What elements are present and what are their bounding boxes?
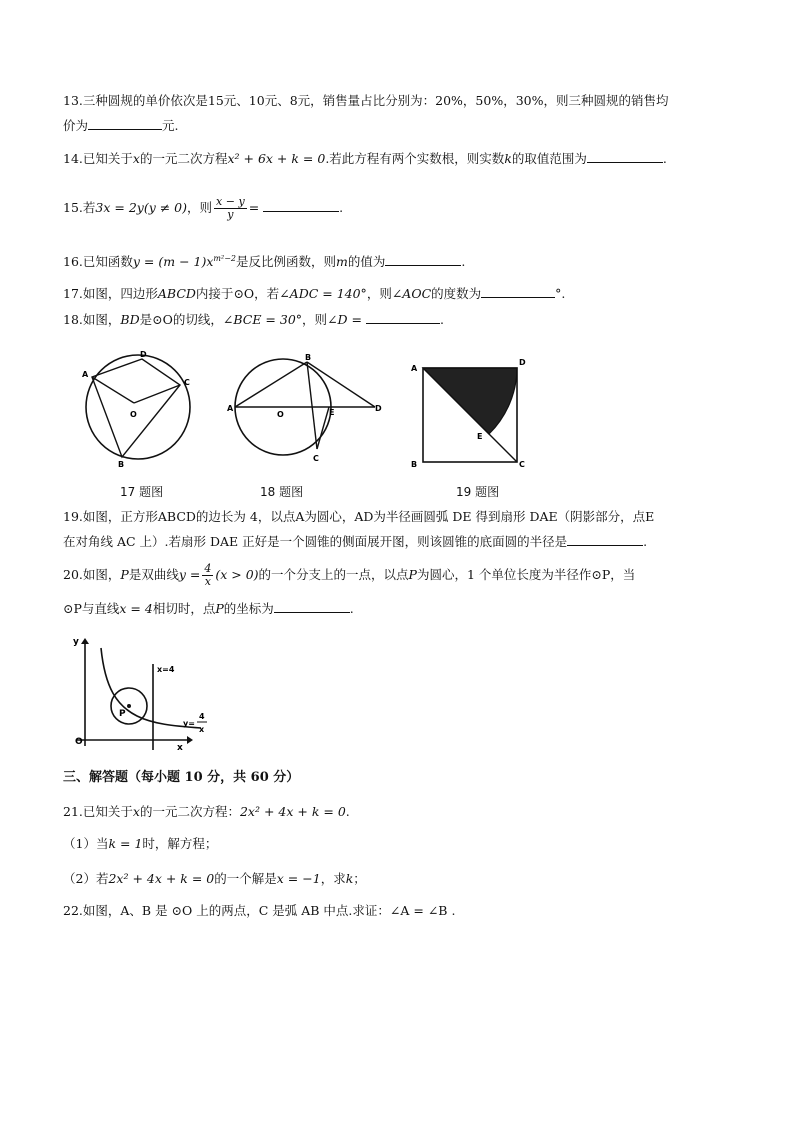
q14 (63, 150, 667, 168)
angle: ∠BCE = 30° (222, 312, 303, 327)
var-k: k (345, 871, 354, 886)
var-m: m (336, 254, 348, 269)
figure-20 (65, 628, 225, 753)
answer-blank[interactable] (263, 199, 339, 212)
label-d: D (140, 350, 147, 359)
y-axis-arrow (81, 638, 89, 644)
function: y = (m − 1)x (132, 254, 214, 269)
q18-text: 18.如图， (63, 312, 121, 327)
label-c: C (184, 378, 190, 387)
fraction (214, 196, 247, 221)
label-c: C (313, 454, 319, 463)
q14-text: 的一元二次方程 (139, 151, 228, 166)
q13-unit: 元. (162, 118, 179, 133)
q19-line2 (63, 533, 647, 551)
label-a: A (411, 364, 418, 373)
exponent: m²−2 (213, 253, 236, 263)
var-p: P (120, 567, 129, 582)
denominator: x (204, 575, 211, 588)
q18-text: 是 (139, 312, 153, 327)
label-y-eq: y= (183, 719, 195, 728)
q19-line1: 19.如图，正方形ABCD的边长为 4，以点A为圆心，AD为半径画圆弧 DE 得到扇形 DAE（阴影部分，点E (63, 509, 655, 524)
label-frac-num: 4 (199, 712, 205, 721)
var-x: x (132, 151, 140, 166)
answer-blank[interactable] (274, 600, 350, 613)
circle-symbol: ⊙P (591, 567, 611, 582)
caption-19: 19 题图 (456, 485, 500, 499)
section-3-heading: 三、解答题（每小题 10 分，共 60 分） (63, 770, 300, 785)
equation: 2x² + 4x + k = 0 (239, 804, 346, 819)
fraction (202, 563, 213, 588)
q21-text: ； (353, 871, 366, 886)
q21-part1 (63, 835, 217, 853)
q21-text: 的一元二次方程： (139, 804, 240, 819)
caption-18: 18 题图 (260, 485, 304, 499)
angle: ∠AOC (391, 286, 432, 301)
q18 (63, 311, 444, 329)
part-label: （1）当 (63, 836, 109, 851)
label-p: P (119, 709, 126, 719)
period: . (662, 151, 667, 166)
period: . (345, 804, 350, 819)
q20-text: 的坐标为 (223, 601, 274, 616)
answer-blank[interactable] (366, 311, 440, 324)
segment-ce (317, 407, 329, 449)
x-axis-arrow (187, 736, 193, 744)
q21-part2 (63, 870, 366, 888)
segment-bc (307, 362, 317, 449)
q16-text: 的值为 (347, 254, 386, 269)
label-x: x (177, 743, 183, 753)
answer-blank[interactable] (481, 285, 555, 298)
q18-text: 的切线， (172, 312, 223, 327)
answer-blank[interactable] (385, 253, 461, 266)
q17 (63, 285, 565, 303)
q15-text: 15.若 (63, 200, 96, 215)
label-y: y (73, 637, 79, 647)
equals-sign: = (248, 200, 260, 215)
label-o: O (75, 737, 83, 747)
numerator: x − y (216, 195, 245, 208)
label-o: O (130, 410, 137, 419)
hyperbola (101, 648, 201, 728)
q20-text: 相切时，点 (152, 601, 216, 616)
q22: 22.如图，A、B 是 ⊙O 上的两点，C 是弧 AB 中点.求证：∠A = ∠B . (63, 903, 456, 918)
circle-symbol: ⊙O (233, 286, 255, 301)
figure-19 (405, 355, 535, 475)
q21 (63, 803, 350, 821)
condition: 3x = 2y(y ≠ 0) (95, 200, 188, 215)
var-x: x (132, 804, 140, 819)
var-p: P (408, 567, 417, 582)
angle: ∠ADC = 140° (279, 286, 367, 301)
answer-blank[interactable] (567, 533, 643, 546)
q19-text: 在对角线 AC 上）.若扇形 DAE 正好是一个圆锥的侧面展开图，则该圆锥的底面圆的半径是 (63, 534, 568, 549)
var-k: k (504, 151, 512, 166)
condition: (x > 0) (215, 567, 259, 582)
period: . (349, 601, 354, 616)
quadrilateral-abcd (92, 359, 180, 457)
period: . (461, 254, 466, 269)
numerator: 4 (204, 562, 212, 575)
answer-blank[interactable] (88, 117, 162, 130)
denominator: y (227, 208, 234, 221)
label-b: B (411, 460, 418, 469)
q20-line1 (63, 563, 635, 588)
equation: x = −1 (276, 871, 321, 886)
label-e: E (329, 408, 335, 417)
circle-o (86, 355, 190, 459)
period: . (440, 312, 444, 327)
function: y = (178, 567, 201, 582)
answer-blank[interactable] (587, 150, 663, 163)
label-b: B (305, 353, 312, 362)
q15 (63, 196, 343, 221)
label-o: O (277, 410, 284, 419)
q13-line2 (63, 117, 179, 135)
q14-text: 的取值范围为 (511, 151, 587, 166)
circle-symbol: ⊙O (152, 312, 173, 327)
q21-text: 的一个解是 (214, 871, 277, 886)
equation: x² + 6x + k = 0 (227, 151, 326, 166)
q13-text: 价为 (63, 118, 89, 133)
label-x-eq-4: x=4 (157, 665, 175, 674)
q13-line1: 13.三种圆规的单价依次是15元、10元、8元，销售量占比分别为：20%，50%，30%，则三种圆规的销售均 (63, 93, 669, 108)
q17-text: 17.如图，四边形 (63, 286, 158, 301)
q20-text: 20.如图， (63, 567, 121, 582)
period: . (339, 200, 344, 215)
label-d: D (375, 404, 382, 413)
q16 (63, 253, 465, 271)
center-p (127, 704, 131, 708)
label-a: A (82, 370, 89, 379)
figure-18 (225, 345, 390, 475)
q17-text: 的度数为 (431, 286, 482, 301)
q18-text: ，则 (302, 312, 328, 327)
circle-symbol: ⊙P (63, 601, 82, 616)
q20-text: ，当 (610, 567, 636, 582)
q14-text: 14.已知关于 (63, 151, 133, 166)
q14-text: .若此方程有两个实数根，则实数 (325, 151, 505, 166)
segment: BD (120, 312, 140, 327)
label-a: A (227, 404, 234, 413)
q21-text: ，求 (320, 871, 346, 886)
q21-text: 21.已知关于 (63, 804, 133, 819)
q20-text: 为圆心，1 个单位长度为半径作 (416, 567, 592, 582)
line-eq: x = 4 (119, 601, 153, 616)
q17-text: ，若 (254, 286, 280, 301)
label-c: C (519, 460, 525, 469)
q20-text: 是双曲线 (128, 567, 179, 582)
degree-period: °. (555, 286, 566, 301)
figure-17 (70, 345, 210, 475)
q20-text: 的一个分支上的一点，以点 (258, 567, 409, 582)
part-label: （2）若 (63, 871, 109, 886)
caption-17: 17 题图 (120, 485, 164, 499)
angle: ∠D = (327, 312, 363, 327)
label-d: D (519, 358, 526, 367)
label-frac-den: x (199, 725, 205, 734)
q21-text: 时，解方程； (142, 836, 218, 851)
q17-text: ，则 (366, 286, 392, 301)
segment-ao (92, 377, 134, 403)
q20-line2 (63, 600, 354, 618)
label-e: E (477, 432, 483, 441)
var-p: P (215, 601, 224, 616)
sector-dae (423, 368, 517, 434)
segment-ab (235, 362, 307, 407)
q16-text: 是反比例函数，则 (236, 254, 337, 269)
q15-text: ，则 (187, 200, 213, 215)
label-b: B (118, 460, 125, 469)
quad-name: ABCD (157, 286, 196, 301)
q20-text: 与直线 (81, 601, 120, 616)
equation: k = 1 (108, 836, 143, 851)
q16-text: 16.已知函数 (63, 254, 133, 269)
period: . (643, 534, 648, 549)
equation: 2x² + 4x + k = 0 (108, 871, 215, 886)
tangent-bd (307, 362, 375, 407)
q17-text: 内接于 (195, 286, 234, 301)
